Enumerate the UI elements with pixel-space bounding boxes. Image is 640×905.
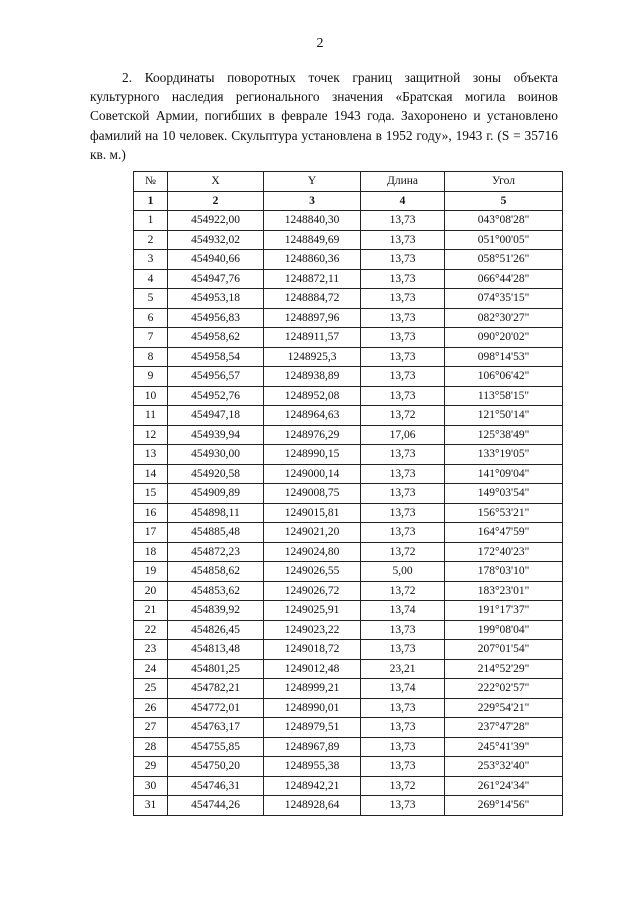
angle-cell: 172°40'23"	[445, 542, 563, 562]
x-coordinate-cell: 454746,31	[168, 776, 264, 796]
point-number-cell: 10	[134, 386, 168, 406]
header-number: №	[134, 172, 168, 192]
angle-cell: 164°47'59"	[445, 523, 563, 543]
point-number-cell: 20	[134, 581, 168, 601]
angle-cell: 113°58'15"	[445, 386, 563, 406]
angle-cell: 090°20'02"	[445, 328, 563, 348]
x-coordinate-cell: 454872,23	[168, 542, 264, 562]
angle-cell: 207°01'54"	[445, 640, 563, 660]
table-row	[134, 757, 563, 777]
length-cell: 13,73	[361, 445, 445, 465]
y-coordinate-cell: 1248928,64	[264, 796, 361, 816]
angle-cell: 066°44'28"	[445, 269, 563, 289]
point-number-cell: 24	[134, 659, 168, 679]
y-coordinate-cell: 1248976,29	[264, 425, 361, 445]
length-cell: 17,06	[361, 425, 445, 445]
length-cell: 23,21	[361, 659, 445, 679]
x-coordinate-cell: 454939,94	[168, 425, 264, 445]
table-row	[134, 445, 563, 465]
table-row	[134, 542, 563, 562]
y-coordinate-cell: 1248925,3	[264, 347, 361, 367]
column-number: 4	[361, 191, 445, 211]
point-number-cell: 29	[134, 757, 168, 777]
point-number-cell: 11	[134, 406, 168, 426]
x-coordinate-cell: 454885,48	[168, 523, 264, 543]
y-coordinate-cell: 1248860,36	[264, 250, 361, 270]
table-row	[134, 328, 563, 348]
table-row	[134, 386, 563, 406]
point-number-cell: 14	[134, 464, 168, 484]
angle-cell: 082°30'27"	[445, 308, 563, 328]
y-coordinate-cell: 1248938,89	[264, 367, 361, 387]
table-row	[134, 776, 563, 796]
length-cell: 13,73	[361, 796, 445, 816]
y-coordinate-cell: 1248884,72	[264, 289, 361, 309]
x-coordinate-cell: 454958,62	[168, 328, 264, 348]
angle-cell: 178°03'10"	[445, 562, 563, 582]
point-number-cell: 13	[134, 445, 168, 465]
point-number-cell: 2	[134, 230, 168, 250]
table-row	[134, 523, 563, 543]
table-row	[134, 425, 563, 445]
length-cell: 13,73	[361, 503, 445, 523]
point-number-cell: 16	[134, 503, 168, 523]
table-row	[134, 679, 563, 699]
angle-cell: 183°23'01"	[445, 581, 563, 601]
point-number-cell: 21	[134, 601, 168, 621]
length-cell: 13,73	[361, 347, 445, 367]
y-coordinate-cell: 1249015,81	[264, 503, 361, 523]
y-coordinate-cell: 1248967,89	[264, 737, 361, 757]
angle-cell: 156°53'21"	[445, 503, 563, 523]
table-row	[134, 737, 563, 757]
x-coordinate-cell: 454858,62	[168, 562, 264, 582]
y-coordinate-cell: 1248990,15	[264, 445, 361, 465]
x-coordinate-cell: 454772,01	[168, 698, 264, 718]
table-row	[134, 211, 563, 231]
x-coordinate-cell: 454930,00	[168, 445, 264, 465]
table-row	[134, 289, 563, 309]
y-coordinate-cell: 1249000,14	[264, 464, 361, 484]
point-number-cell: 3	[134, 250, 168, 270]
length-cell: 13,73	[361, 367, 445, 387]
x-coordinate-cell: 454763,17	[168, 718, 264, 738]
angle-cell: 121°50'14"	[445, 406, 563, 426]
table-row	[134, 698, 563, 718]
y-coordinate-cell: 1248840,30	[264, 211, 361, 231]
point-number-cell: 7	[134, 328, 168, 348]
y-coordinate-cell: 1249012,48	[264, 659, 361, 679]
angle-cell: 141°09'04"	[445, 464, 563, 484]
length-cell: 13,74	[361, 601, 445, 621]
y-coordinate-cell: 1248911,57	[264, 328, 361, 348]
length-cell: 13,73	[361, 523, 445, 543]
intro-paragraph: 2. Координаты поворотных точек границ защитной зоны объекта культурного наследия регионального значения «Братская могила воинов Советской Армии, погибших в феврале 1943 года. Захоронено и установлено фамилий на 10 человек. Скульптура установлена в 1952 году», 1943 г. (S = 35716 кв. м.)	[90, 70, 558, 162]
angle-cell: 051°00'05"	[445, 230, 563, 250]
table-row	[134, 269, 563, 289]
coordinates-table	[133, 171, 563, 816]
length-cell: 13,72	[361, 542, 445, 562]
table-header-row	[134, 172, 563, 192]
point-number-cell: 15	[134, 484, 168, 504]
length-cell: 13,73	[361, 289, 445, 309]
table-row	[134, 250, 563, 270]
header-angle: Угол	[445, 172, 563, 192]
x-coordinate-cell: 454801,25	[168, 659, 264, 679]
x-coordinate-cell: 454813,48	[168, 640, 264, 660]
header-length: Длина	[361, 172, 445, 192]
column-number: 5	[445, 191, 563, 211]
x-coordinate-cell: 454898,11	[168, 503, 264, 523]
angle-cell: 237°47'28"	[445, 718, 563, 738]
angle-cell: 106°06'42"	[445, 367, 563, 387]
length-cell: 13,73	[361, 757, 445, 777]
table-row	[134, 659, 563, 679]
table-row	[134, 503, 563, 523]
length-cell: 13,73	[361, 698, 445, 718]
length-cell: 13,72	[361, 406, 445, 426]
angle-cell: 074°35'15"	[445, 289, 563, 309]
length-cell: 13,73	[361, 269, 445, 289]
table-row	[134, 347, 563, 367]
point-number-cell: 23	[134, 640, 168, 660]
table-row	[134, 640, 563, 660]
angle-cell: 149°03'54"	[445, 484, 563, 504]
table-row	[134, 406, 563, 426]
y-coordinate-cell: 1248942,21	[264, 776, 361, 796]
table-row	[134, 581, 563, 601]
point-number-cell: 30	[134, 776, 168, 796]
y-coordinate-cell: 1248872,11	[264, 269, 361, 289]
x-coordinate-cell: 454940,66	[168, 250, 264, 270]
table-row	[134, 464, 563, 484]
x-coordinate-cell: 454922,00	[168, 211, 264, 231]
length-cell: 13,73	[361, 640, 445, 660]
table-row	[134, 308, 563, 328]
y-coordinate-cell: 1248990,01	[264, 698, 361, 718]
y-coordinate-cell: 1249023,22	[264, 620, 361, 640]
y-coordinate-cell: 1248897,96	[264, 308, 361, 328]
x-coordinate-cell: 454932,02	[168, 230, 264, 250]
x-coordinate-cell: 454947,76	[168, 269, 264, 289]
point-number-cell: 26	[134, 698, 168, 718]
header-x: X	[168, 172, 264, 192]
angle-cell: 214°52'29"	[445, 659, 563, 679]
point-number-cell: 1	[134, 211, 168, 231]
length-cell: 13,72	[361, 776, 445, 796]
header-y: Y	[264, 172, 361, 192]
x-coordinate-cell: 454755,85	[168, 737, 264, 757]
length-cell: 13,73	[361, 386, 445, 406]
y-coordinate-cell: 1248952,08	[264, 386, 361, 406]
column-number: 1	[134, 191, 168, 211]
y-coordinate-cell: 1249021,20	[264, 523, 361, 543]
point-number-cell: 18	[134, 542, 168, 562]
column-number-row	[134, 191, 563, 211]
point-number-cell: 4	[134, 269, 168, 289]
angle-cell: 261°24'34"	[445, 776, 563, 796]
point-number-cell: 25	[134, 679, 168, 699]
point-number-cell: 19	[134, 562, 168, 582]
length-cell: 13,73	[361, 211, 445, 231]
table-row	[134, 620, 563, 640]
length-cell: 13,73	[361, 484, 445, 504]
angle-cell: 269°14'56"	[445, 796, 563, 816]
y-coordinate-cell: 1249026,55	[264, 562, 361, 582]
point-number-cell: 31	[134, 796, 168, 816]
length-cell: 5,00	[361, 562, 445, 582]
point-number-cell: 9	[134, 367, 168, 387]
point-number-cell: 8	[134, 347, 168, 367]
table-row	[134, 230, 563, 250]
y-coordinate-cell: 1248999,21	[264, 679, 361, 699]
table-body	[134, 211, 563, 816]
point-number-cell: 27	[134, 718, 168, 738]
y-coordinate-cell: 1249025,91	[264, 601, 361, 621]
table-row	[134, 562, 563, 582]
angle-cell: 229°54'21"	[445, 698, 563, 718]
length-cell: 13,73	[361, 718, 445, 738]
x-coordinate-cell: 454750,20	[168, 757, 264, 777]
table-row	[134, 367, 563, 387]
x-coordinate-cell: 454909,89	[168, 484, 264, 504]
point-number-cell: 12	[134, 425, 168, 445]
x-coordinate-cell: 454782,21	[168, 679, 264, 699]
x-coordinate-cell: 454956,83	[168, 308, 264, 328]
table-row	[134, 484, 563, 504]
length-cell: 13,73	[361, 620, 445, 640]
point-number-cell: 5	[134, 289, 168, 309]
x-coordinate-cell: 454853,62	[168, 581, 264, 601]
column-number: 2	[168, 191, 264, 211]
angle-cell: 043°08'28"	[445, 211, 563, 231]
y-coordinate-cell: 1248955,38	[264, 757, 361, 777]
y-coordinate-cell: 1249008,75	[264, 484, 361, 504]
angle-cell: 098°14'53"	[445, 347, 563, 367]
angle-cell: 191°17'37"	[445, 601, 563, 621]
point-number-cell: 17	[134, 523, 168, 543]
angle-cell: 253°32'40"	[445, 757, 563, 777]
table-row	[134, 718, 563, 738]
point-number-cell: 6	[134, 308, 168, 328]
length-cell: 13,73	[361, 464, 445, 484]
angle-cell: 125°38'49"	[445, 425, 563, 445]
angle-cell: 245°41'39"	[445, 737, 563, 757]
point-number-cell: 28	[134, 737, 168, 757]
angle-cell: 133°19'05"	[445, 445, 563, 465]
x-coordinate-cell: 454958,54	[168, 347, 264, 367]
y-coordinate-cell: 1248979,51	[264, 718, 361, 738]
y-coordinate-cell: 1248849,69	[264, 230, 361, 250]
table-row	[134, 601, 563, 621]
y-coordinate-cell: 1248964,63	[264, 406, 361, 426]
x-coordinate-cell: 454920,58	[168, 464, 264, 484]
x-coordinate-cell: 454947,18	[168, 406, 264, 426]
length-cell: 13,73	[361, 737, 445, 757]
length-cell: 13,73	[361, 308, 445, 328]
page-number: 2	[316, 36, 324, 51]
y-coordinate-cell: 1249026,72	[264, 581, 361, 601]
length-cell: 13,73	[361, 328, 445, 348]
column-number: 3	[264, 191, 361, 211]
x-coordinate-cell: 454744,26	[168, 796, 264, 816]
table-row	[134, 796, 563, 816]
angle-cell: 199°08'04"	[445, 620, 563, 640]
y-coordinate-cell: 1249024,80	[264, 542, 361, 562]
angle-cell: 222°02'57"	[445, 679, 563, 699]
angle-cell: 058°51'26"	[445, 250, 563, 270]
length-cell: 13,74	[361, 679, 445, 699]
x-coordinate-cell: 454839,92	[168, 601, 264, 621]
x-coordinate-cell: 454956,57	[168, 367, 264, 387]
length-cell: 13,72	[361, 581, 445, 601]
y-coordinate-cell: 1249018,72	[264, 640, 361, 660]
point-number-cell: 22	[134, 620, 168, 640]
x-coordinate-cell: 454953,18	[168, 289, 264, 309]
x-coordinate-cell: 454952,76	[168, 386, 264, 406]
length-cell: 13,73	[361, 230, 445, 250]
x-coordinate-cell: 454826,45	[168, 620, 264, 640]
length-cell: 13,73	[361, 250, 445, 270]
